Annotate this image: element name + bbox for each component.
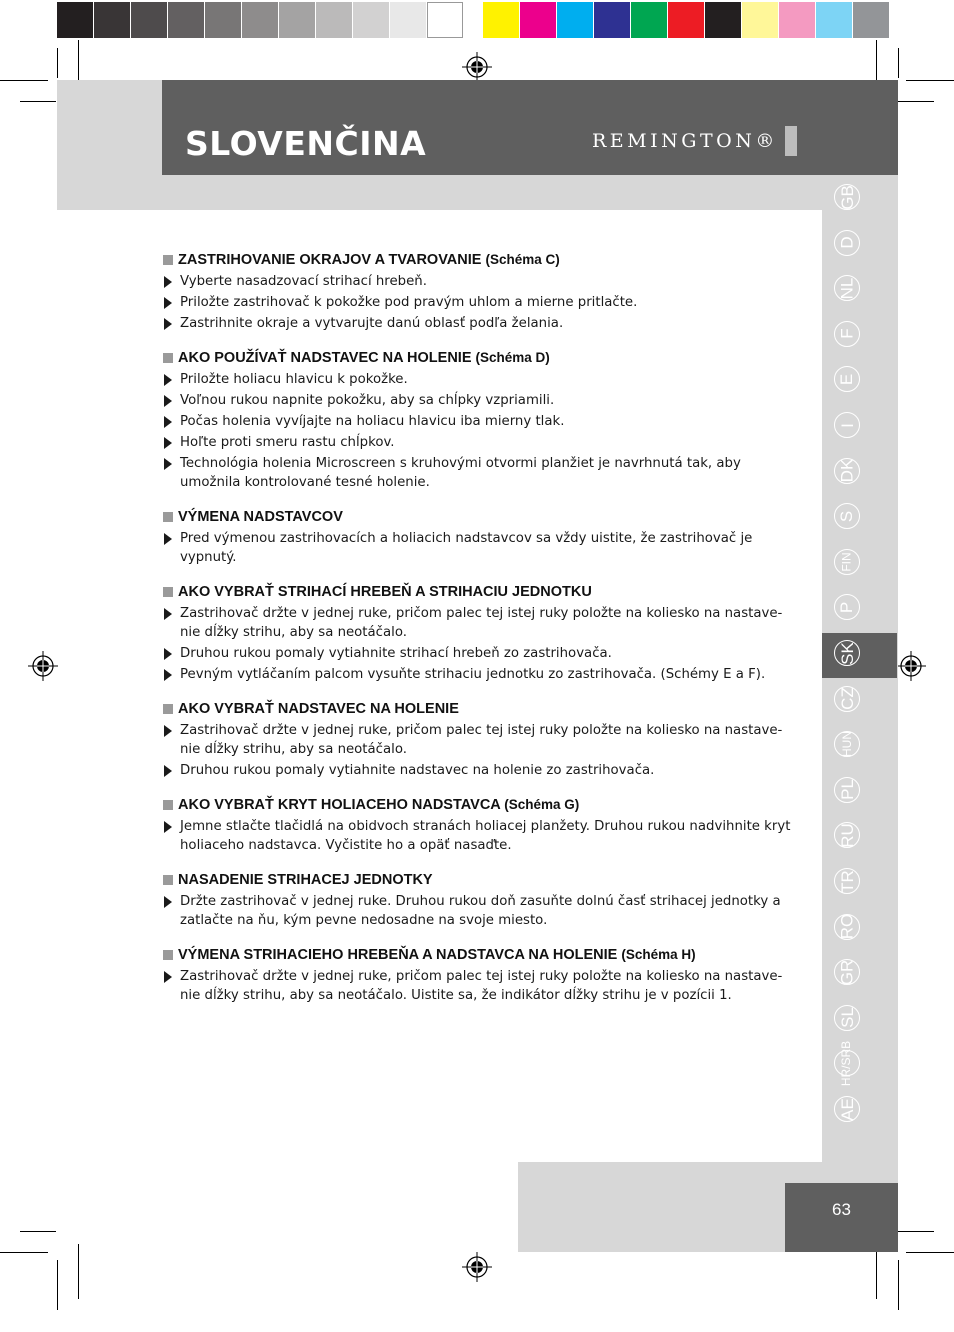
list-item-text: Technológia holenia Microscreen s kruhovými otvormi planžiet je navrhnutá tak, aby umožnila kontrolované tesné holenie. — [180, 456, 741, 490]
list-item — [162, 967, 802, 1005]
section-heading — [162, 795, 802, 815]
triangle-bullet-icon — [164, 669, 172, 681]
language-tab-label: NL — [837, 277, 857, 300]
language-tab-fin[interactable] — [834, 549, 860, 575]
triangle-bullet-icon — [164, 416, 172, 428]
section-heading-text: AKO VYBRAŤ KRYT HOLIACEHO NADSTAVCA — [178, 797, 501, 813]
language-tab-e[interactable] — [834, 366, 860, 392]
page-number: 63 — [832, 1200, 851, 1219]
list-item-text: Jemne stlačte tlačidlá na obidvoch stranách holiacej planžety. Druhou rukou nadvihnite kryt holiaceho nadstavca. Vyčistite ho a opäť nasaďte. — [180, 819, 791, 853]
language-tab-label: PL — [837, 779, 857, 801]
language-tab-gr[interactable] — [834, 959, 860, 985]
language-tab-gb[interactable] — [834, 184, 860, 210]
triangle-bullet-icon — [164, 458, 172, 470]
triangle-bullet-icon — [164, 648, 172, 660]
instruction-section — [162, 795, 802, 855]
list-item — [162, 644, 802, 663]
language-tab-label: S — [837, 510, 857, 522]
language-tab-tr[interactable] — [834, 868, 860, 894]
triangle-bullet-icon — [164, 297, 172, 309]
section-heading — [162, 507, 802, 527]
triangle-bullet-icon — [164, 765, 172, 777]
language-tab-label: GB — [837, 184, 857, 210]
figure-reference: (Schéma D) — [475, 350, 550, 365]
figure-reference: (Schéma G) — [504, 797, 580, 812]
section-heading-text: ZASTRIHOVANIE OKRAJOV A TVAROVANIE — [178, 252, 482, 268]
language-tab-label: RO — [837, 913, 857, 940]
section-heading-text: AKO VYBRAŤ NADSTAVEC NA HOLENIE — [178, 701, 459, 717]
triangle-bullet-icon — [164, 725, 172, 737]
section-heading — [162, 250, 802, 270]
brand-accent-bar — [785, 126, 797, 156]
language-tab-ro[interactable] — [834, 914, 860, 940]
language-tab-p[interactable] — [834, 594, 860, 620]
language-tab-f[interactable] — [834, 321, 860, 347]
language-tab-pl[interactable] — [834, 777, 860, 803]
figure-reference: (Schéma C) — [485, 252, 560, 267]
section-heading — [162, 945, 802, 965]
list-item-text: Voľnou rukou napnite pokožku, aby sa chĺpky vzpriamili. — [180, 393, 555, 408]
list-item-text: Pevným vytláčaním palcom vysuňte strihaciu jednotku zo zastrihovača. (Schémy E a F). — [180, 667, 766, 682]
language-tab-hr-srb[interactable] — [834, 1040, 860, 1087]
language-tab-label: P — [837, 601, 857, 614]
list-item-text: Počas holenia vyvíjajte na holiacu hlavicu iba mierny tlak. — [180, 414, 565, 429]
list-item-text: Druhou rukou pomaly vytiahnite strihací hrebeň zo zastrihovača. — [180, 646, 612, 661]
list-item-text: Držte zastrihovač v jednej ruke. Druhou rukou doň zasuňte dolnú časť strihacej jednotky a zatlačte na ňu, kým pevne nedosadne na svoje miesto. — [180, 894, 781, 928]
triangle-bullet-icon — [164, 896, 172, 908]
list-item-text: Vyberte nasadzovací strihací hrebeň. — [180, 274, 427, 289]
list-item-text: Druhou rukou pomaly vytiahnite nadstavec na holenie zo zastrihovača. — [180, 763, 655, 778]
registration-mark-top-icon — [462, 52, 492, 82]
language-tab-label: HUN — [840, 731, 854, 758]
language-tab-label: F — [837, 328, 857, 339]
square-bullet-icon — [163, 950, 173, 960]
language-tab-label: RU — [837, 823, 857, 848]
language-tab-label: CZ — [837, 687, 857, 710]
instruction-section — [162, 507, 802, 567]
square-bullet-icon — [163, 800, 173, 810]
section-heading-text: VÝMENA NADSTAVCOV — [178, 509, 343, 525]
instruction-section — [162, 348, 802, 492]
language-tab-s[interactable] — [834, 503, 860, 529]
triangle-bullet-icon — [164, 821, 172, 833]
square-bullet-icon — [163, 353, 173, 363]
page-title: SLOVENČINA — [185, 124, 427, 163]
list-item-text: Zastrihovač držte v jednej ruke, pričom palec tej istej ruky položte na koliesko na nastave-nie dĺžky strihu, aby sa neotáčalo. — [180, 723, 783, 757]
language-tab-label: SL — [837, 1007, 857, 1029]
list-item — [162, 433, 802, 452]
figure-reference: (Schéma H) — [621, 947, 696, 962]
brand-logo: REMINGTON® — [592, 130, 778, 152]
section-heading-text: AKO POUŽÍVAŤ NADSTAVEC NA HOLENIE — [178, 350, 472, 366]
language-tabs — [822, 175, 872, 1135]
list-item — [162, 761, 802, 780]
triangle-bullet-icon — [164, 374, 172, 386]
section-heading — [162, 699, 802, 719]
language-tab-label: TR — [837, 869, 857, 893]
language-tab-label: D — [837, 236, 857, 249]
section-heading — [162, 348, 802, 368]
language-tab-label: E — [837, 373, 857, 386]
language-tab-label: HR/SRB — [839, 1040, 854, 1087]
triangle-bullet-icon — [164, 318, 172, 330]
section-heading-text: AKO VYBRAŤ STRIHACÍ HREBEŇ A STRIHACIU JEDNOTKU — [178, 584, 592, 600]
list-item — [162, 293, 802, 312]
list-item-text: Zastrihovač držte v jednej ruke, pričom palec tej istej ruky položte na koliesko na nastave-nie dĺžky strihu, aby sa neotáčalo. — [180, 606, 783, 640]
square-bullet-icon — [163, 875, 173, 885]
square-bullet-icon — [163, 255, 173, 265]
language-tab-label: FIN — [840, 552, 854, 572]
instruction-section — [162, 945, 802, 1005]
instruction-section — [162, 250, 802, 333]
section-heading-text: VÝMENA STRIHACIEHO HREBEŇA A NADSTAVCA NA HOLENIE — [178, 947, 618, 963]
registration-mark-right-icon — [896, 651, 926, 681]
list-item-text: Priložte holiacu hlavicu k pokožke. — [180, 372, 408, 387]
instruction-section — [162, 582, 802, 684]
list-item-text: Zastrihovač držte v jednej ruke, pričom palec tej istej ruky položte na koliesko na nastave-nie dĺžky strihu, aby sa neotáčalo. Uistite sa, že indikátor dĺžky strihu je v pozícii 1. — [180, 969, 783, 1003]
square-bullet-icon — [163, 704, 173, 714]
list-item — [162, 721, 802, 759]
process-color-bar — [483, 2, 890, 38]
triangle-bullet-icon — [164, 395, 172, 407]
language-tab-label: SK — [837, 641, 857, 665]
section-heading-text: NASADENIE STRIHACEJ JEDNOTKY — [178, 872, 433, 888]
registration-mark-bottom-icon — [462, 1252, 492, 1282]
language-tab-label: GR — [837, 959, 857, 985]
list-item — [162, 272, 802, 291]
triangle-bullet-icon — [164, 971, 172, 983]
language-tab-hun[interactable] — [834, 731, 860, 757]
list-item-text: Zastrihnite okraje a vytvarujte danú oblasť podľa želania. — [180, 316, 564, 331]
section-heading — [162, 870, 802, 890]
square-bullet-icon — [163, 587, 173, 597]
list-item — [162, 314, 802, 333]
triangle-bullet-icon — [164, 608, 172, 620]
list-item — [162, 604, 802, 642]
square-bullet-icon — [163, 512, 173, 522]
list-item — [162, 412, 802, 431]
language-tab-label: DK — [837, 458, 857, 483]
language-tab-label: AE — [837, 1097, 857, 1121]
list-item — [162, 529, 802, 567]
list-item-text: Pred výmenou zastrihovacích a holiacich nadstavcov sa vždy uistite, že zastrihovač je vypnutý. — [180, 531, 753, 565]
language-tab-label: I — [837, 422, 857, 428]
list-item-text: Hoľte proti smeru rastu chĺpkov. — [180, 435, 395, 450]
language-tab-nl[interactable] — [834, 275, 860, 301]
language-tab-sk[interactable] — [834, 640, 860, 666]
list-item — [162, 370, 802, 389]
list-item — [162, 665, 802, 684]
triangle-bullet-icon — [164, 437, 172, 449]
language-tab-ae[interactable] — [834, 1096, 860, 1122]
triangle-bullet-icon — [164, 276, 172, 288]
section-heading — [162, 582, 802, 602]
grayscale-color-bar — [57, 2, 464, 38]
instruction-section — [162, 870, 802, 930]
list-item — [162, 391, 802, 410]
language-tab-i[interactable] — [834, 412, 860, 438]
language-tab-sl[interactable] — [834, 1005, 860, 1031]
list-item — [162, 892, 802, 930]
language-tab-cz[interactable] — [834, 686, 860, 712]
triangle-bullet-icon — [164, 533, 172, 545]
instruction-section — [162, 699, 802, 780]
main-content — [162, 250, 802, 1020]
language-tab-dk[interactable] — [834, 458, 860, 484]
registration-mark-left-icon — [28, 651, 58, 681]
language-tab-d[interactable] — [834, 230, 860, 256]
page-number-box — [785, 1183, 898, 1252]
list-item — [162, 817, 802, 855]
list-item-text: Priložte zastrihovač k pokožke pod pravým uhlom a mierne pritlačte. — [180, 295, 638, 310]
list-item — [162, 454, 802, 492]
language-tab-ru[interactable] — [834, 822, 860, 848]
